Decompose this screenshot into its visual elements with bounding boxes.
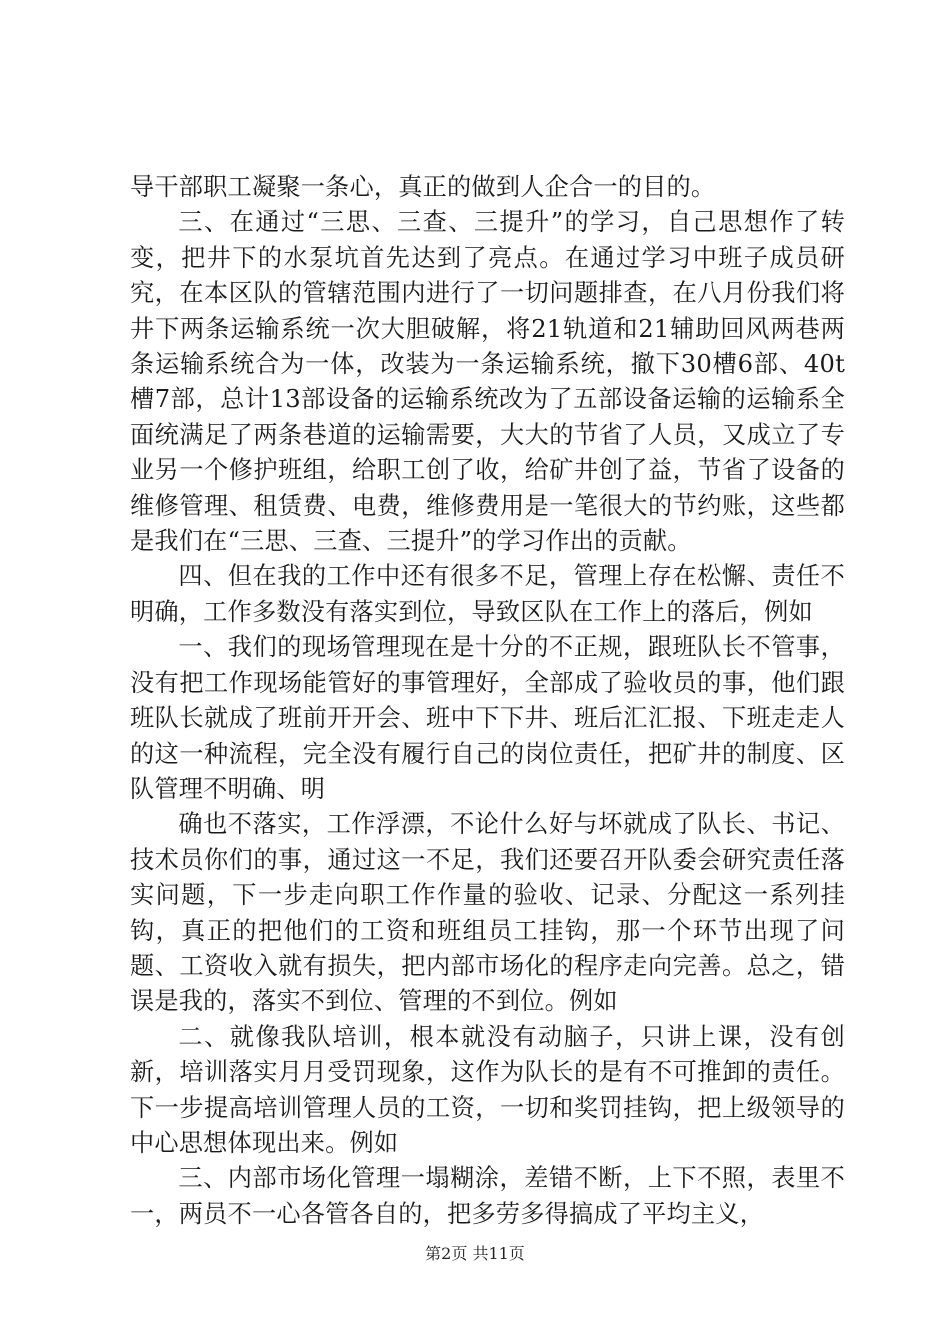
paragraph-3: 四、但在我的工作中还有很多不足，管理上存在松懈、责任不明确，工作多数没有落实到位，导致区队在工作上的落后，例如 [130,562,845,626]
paragraph-7: 三、内部市场化管理一塌糊涂，差错不断，上下不照，表里不一，两员不一心各管各自的，把多劳多得搞成了平均主义， [130,1164,845,1228]
document-body [130,170,845,1232]
paragraph-2: 三、在通过“三思、三查、三提升”的学习，自己思想作了转变，把井下的水泵坑首先达到了亮点。在通过学习中班子成员研究，在本区队的管辖范围内进行了一切问题排查，在八月份我们将井下两条运输系统一次大胆破解，将21轨道和21辅助回风两巷两条运输系统合为一体，改装为一条运输系统，撤下30槽6部、40t槽7部，总计13部设备的运输系统改为了五部设备运输的运输系全面统满足了两条巷道的运输需要，大大的节省了人员，又成立了专业另一个修护班组，给职工创了收，给矿井创了益，节省了设备的维修管理、租赁费、电费，维修费用是一笔很大的节约账，这些都是我们在“三思、三查、三提升”的学习作出的贡献。 [130,208,845,556]
paragraph-5: 确也不落实，工作浮漂，不论什么好与坏就成了队长、书记、技术员你们的事，通过这一不足，我们还要召开队委会研究责任落实问题，下一步走向职工作作量的验收、记录、分配这一系列挂钩，真正的把他们的工资和班组员工挂钩，那一个环节出现了问题、工资收入就有损失，把内部市场化的程序走向完善。总之，错误是我的，落实不到位、管理的不到位。例如 [130,810,845,1016]
paragraph-1: 导干部职工凝聚一条心，真正的做到人企合一的目的。 [130,173,716,201]
paragraph-6: 二、就像我队培训，根本就没有动脑子，只讲上课，没有创新，培训落实月月受罚现象，这作为队长的是有不可推卸的责任。下一步提高培训管理人员的工资，一切和奖罚挂钩，把上级领导的中心思想体现出来。例如 [130,1022,845,1157]
page-number: 第2页 共11页 [425,1244,525,1263]
page-footer [0,1244,950,1264]
paragraph-4: 一、我们的现场管理现在是十分的不正规，跟班队长不管事，没有把工作现场能管好的事管理好，全部成了验收员的事，他们跟班队长就成了班前开开会、班中下下井、班后汇汇报、下班走走人的这一种流程，完全没有履行自己的岗位责任，把矿井的制度、区队管理不明确、明 [130,633,845,803]
